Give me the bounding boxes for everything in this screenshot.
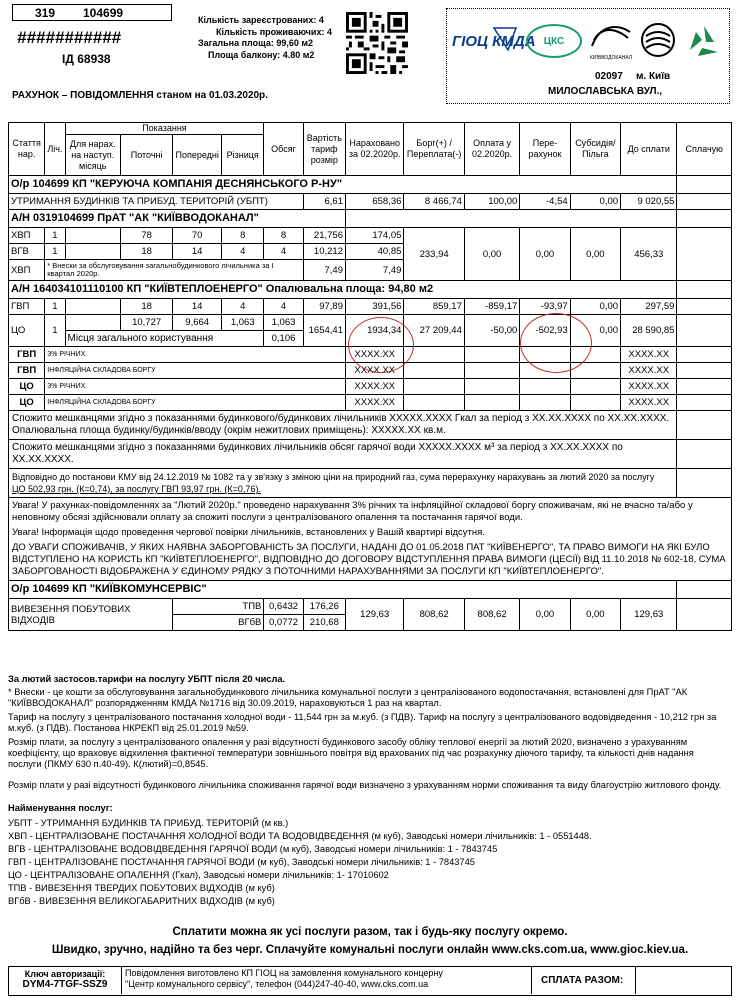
footnotes xyxy=(8,674,726,908)
vodokanal-text: КИЇВВОДОКАНАЛ xyxy=(589,55,633,61)
service-item: ВГВ - ЦЕНТРАЛІЗОВАНЕ ВОДОВІДВЕДЕННЯ ГАРЯЧОЇ ВОДИ (м куб), Заводські номери лічильників: 1 - 7843745 xyxy=(8,844,498,854)
tariff: 97,89 xyxy=(303,299,345,315)
row-note-heat xyxy=(9,411,732,440)
col-to-pay: До сплати xyxy=(621,123,677,176)
diff: 4 xyxy=(222,244,264,260)
service-name: УТРИМАННЯ БУДИНКІВ ТА ПРИБУД. ТЕРИТОРІЙ (УБПТ) xyxy=(9,194,304,210)
pay-input[interactable] xyxy=(677,379,732,395)
section-teplo xyxy=(9,281,732,299)
previous: 70 xyxy=(173,228,222,244)
pay-input[interactable] xyxy=(677,395,732,411)
gioc-text: ГІОЦ КМДА xyxy=(452,33,536,50)
for-calc xyxy=(65,299,120,315)
row-extra xyxy=(9,379,732,395)
recalc: 0,00 xyxy=(520,228,570,281)
current: 18 xyxy=(120,299,172,315)
accrued: XXXX.XX xyxy=(345,363,403,379)
pay-input[interactable] xyxy=(677,176,732,194)
counter: 1 xyxy=(45,228,65,244)
section-title: А/Н 164034101110100 КП "КИЇВТЕПЛОЕНЕРГО" Опалювальна площа: 94,80 м2 xyxy=(9,281,677,299)
extra-label: 3% РІЧНИХ xyxy=(45,379,346,395)
service-name: ВИВЕЗЕННЯ ПОБУТОВИХ ВІДХОДІВ xyxy=(9,599,173,631)
counter: 1 xyxy=(45,299,65,315)
col-volume: Обсяг xyxy=(264,123,303,176)
total-label: СПЛАТА РАЗОМ: xyxy=(541,975,624,986)
previous: 14 xyxy=(173,299,222,315)
warning-debt: ДО УВАГИ СПОЖИВАЧІВ, У ЯКИХ НАЯВНА ЗАБОРГОВАНІСТЬ ЗА ПОСЛУГИ, НАДАНІ ДО 01.05.2018 ПАТ "КИЇВЕНЕРГО", ТА ПРАВО ВИМОГИ НА ЯКІ БУЛО ВІДСТУПЛЕНО НА КОРИСТЬ КП "КИЇВТЕПЛОЕНЕРГО", ВІДПОВІДНО ДО ДОГОВОРУ ВІДСТУПЛЕННЯ ПРАВА ВИМОГИ (ЦЕСІЇ) ВІД 11.10.2018 № 602-18, СУМА ЗАБОРГОВАНОСТІ ВІДОБРАЖЕНА У ЄДИНОМУ РЯДКУ З ПОТОЧНИМИ НАРАХУВАННЯМИ ЗА ПОСЛУГИ КП "КИЇВТЕПЛОЕНЕРГО". xyxy=(12,542,726,577)
service-code: ХВП xyxy=(9,228,45,244)
volume: 4 xyxy=(264,244,303,260)
previous: 14 xyxy=(173,244,222,260)
cell xyxy=(520,379,570,395)
qr-code xyxy=(346,12,408,74)
extra-label: 3% РІЧНИХ xyxy=(45,347,346,363)
to-pay: 456,33 xyxy=(621,228,677,281)
stat-residents: Кількість проживаючих: 4 xyxy=(216,26,332,37)
counter: 1 xyxy=(45,315,65,347)
account-number: 104699 xyxy=(83,6,124,20)
subsidy: 0,00 xyxy=(570,299,620,315)
pay-input[interactable] xyxy=(677,347,732,363)
paid: 808,62 xyxy=(464,599,519,631)
section-title: А/Н 0319104699 ПрАТ "АК "КИЇВВОДОКАНАЛ" xyxy=(9,210,346,228)
barcode-text: ########### xyxy=(17,28,122,47)
recalc: 0,00 xyxy=(520,599,570,631)
street: МИЛОСЛАВСЬКА ВУЛ., xyxy=(548,86,663,97)
previous: 9,664 xyxy=(173,315,222,331)
counter: 1 xyxy=(45,244,65,260)
cell xyxy=(464,395,519,411)
cell xyxy=(464,363,519,379)
subsidy: 0,00 xyxy=(570,194,620,210)
current: 10,727 xyxy=(120,315,172,331)
service-item: ЦО - ЦЕНТРАЛІЗОВАНЕ ОПАЛЕННЯ (Гкал), Заводські номери лічильників: 1- 17010602 xyxy=(8,870,389,880)
debt: 8 466,74 xyxy=(404,194,464,210)
volume: 4 xyxy=(264,299,303,315)
fee-note: * Внески за обслуговування загальнобудинкового лічильника за І квартал 2020р. xyxy=(45,260,303,281)
city: м. Київ xyxy=(636,71,671,82)
to-pay: XXXX.XX xyxy=(621,395,677,411)
row-note-recalc xyxy=(9,469,732,498)
col-readings: Показання xyxy=(65,123,264,135)
bill-table xyxy=(8,122,732,631)
service-code: ЦО xyxy=(9,379,45,395)
cks-logo-text: ЦКС xyxy=(543,35,565,47)
postal-code: 02097 xyxy=(595,71,623,82)
highlight-recalc xyxy=(520,313,592,373)
note-recalc xyxy=(9,469,677,498)
subsidy: 0,00 xyxy=(570,315,620,347)
diff: 1,063 xyxy=(222,315,264,331)
volume: 8 xyxy=(264,228,303,244)
col-paid-now: Сплачую xyxy=(677,123,732,176)
highlight-accrued xyxy=(348,317,414,373)
accrued: 174,05 xyxy=(345,228,403,244)
service-item: ТПВ - ВИВЕЗЕННЯ ТВЕРДИХ ПОБУТОВИХ ВІДХОДІВ (м куб) xyxy=(8,883,275,893)
tariff: 6,61 xyxy=(303,194,345,210)
section-title: О/р 104699 КП "КИЇВКОМУНСЕРВІС" xyxy=(9,581,677,599)
to-pay: XXXX.XX xyxy=(621,347,677,363)
stat-balcony: Площа балкону: 4.80 м2 xyxy=(208,49,315,60)
debt: 233,94 xyxy=(404,228,464,281)
id-label: ІД 68938 xyxy=(62,52,111,66)
subsidy: 0,00 xyxy=(570,599,620,631)
account-box xyxy=(12,4,172,21)
vgbv-accrued: 210,68 xyxy=(303,615,345,631)
col-tariff: Вартість тариф розмір xyxy=(303,123,345,176)
spacer xyxy=(345,210,676,228)
cell xyxy=(570,379,620,395)
paid: 100,00 xyxy=(464,194,519,210)
diff: 4 xyxy=(222,299,264,315)
note-heat: Спожито мешканцями згідно з показаннями будинкового/будинкових лічильників XXXXX.XXXX Гкал за період з XX.XX.XXXX по XX.XX.XXXX. Опалювальна площа будинку/будинків/вводу (окрім нежитлових приміщень): XXXXX.XX кв.м. xyxy=(9,411,677,440)
accrued: 658,36 xyxy=(345,194,403,210)
paid: -50,00 xyxy=(464,315,519,347)
extra-label: ІНФЛЯЦІЙНА СКЛАДОВА БОРГУ xyxy=(45,363,346,379)
stat-area: Загальна площа: 99,60 м2 xyxy=(198,38,314,48)
auth-key-block xyxy=(9,967,122,994)
slogan-2: Швидко, зручно, надійно та без черг. Сплачуйте комунальні послуги онлайн www.cks.com.ua, www.gioc.kiev.ua. xyxy=(51,944,689,956)
pay-input[interactable] xyxy=(677,581,732,599)
row-tpv xyxy=(9,599,732,615)
services-list xyxy=(8,817,726,908)
tariff: 21,756 xyxy=(303,228,345,244)
service-code: ВГВ xyxy=(9,244,45,260)
service-item: ХВП - ЦЕНТРАЛІЗОВАНЕ ПОСТАЧАННЯ ХОЛОДНОЇ ВОДИ ТА ВОДОВІДВЕДЕННЯ (м куб), Заводські номери лічильників: 1 - 0551448. xyxy=(8,831,592,841)
recalc: -502,93 xyxy=(520,315,570,347)
auth-key-label: Ключ авторизації: xyxy=(24,969,106,979)
col-recalc: Пере-рахунок xyxy=(520,123,570,176)
service-code: ХВП xyxy=(9,260,45,281)
section-keruyucha xyxy=(9,176,732,194)
for-calc xyxy=(65,228,120,244)
warnings xyxy=(9,498,732,581)
tariff-date-note: За лютий застосов.тарифи на послугу УБПТ після 20 числа. xyxy=(8,674,286,684)
footnote-heating: Розмір плати, за послугу з централізованого опалення у разі відсутності будинкового засобу обліку теплової енергії за лютий 2020, визначено з урахуванням коефіцієнту, що враховує відхилення фактичної температури зовнішнього повітря від врахованих під час розрахунку діючого тарифу, та кількості днів надання послуги (ПКМУ 630 п.40-49). К(лютий)=0,8545. xyxy=(8,737,694,769)
col-current: Поточні xyxy=(120,135,172,176)
cell xyxy=(404,395,464,411)
to-pay: XXXX.XX xyxy=(621,363,677,379)
cell xyxy=(404,379,464,395)
volume: 1,063 xyxy=(264,315,303,331)
bill-title: РАХУНОК – ПОВІДОМЛЕННЯ станом на 01.03.2020р. xyxy=(12,90,268,101)
accrued: 1934,34 xyxy=(345,315,403,347)
accrued: XXXX.XX xyxy=(345,347,403,363)
paid: -859,17 xyxy=(464,299,519,315)
debt: 859,17 xyxy=(404,299,464,315)
tpv-accrued: 176,26 xyxy=(303,599,345,615)
pay-input[interactable] xyxy=(677,440,732,469)
tpv-code: ТПВ xyxy=(173,599,264,615)
total-input[interactable] xyxy=(635,967,731,994)
pay-input[interactable] xyxy=(677,599,732,631)
col-debt: Борг(+) / Переплата(-) xyxy=(404,123,464,176)
footer-bar xyxy=(8,966,732,996)
pay-input[interactable] xyxy=(677,411,732,440)
note-recalc-line1: Відповідно до постанови КМУ від 24.12.2019 № 1082 та у зв'язку з зміною ціни на природний газ, сума перерахунку нарахувань за лютий 2020 за послугу xyxy=(12,472,655,482)
pay-input[interactable] xyxy=(677,315,732,347)
row-extra xyxy=(9,395,732,411)
cell xyxy=(464,379,519,395)
for-calc xyxy=(65,315,120,331)
row-note-hotwater xyxy=(9,440,732,469)
service-code: ЦО xyxy=(9,395,45,411)
cell xyxy=(464,347,519,363)
warning-verification: Увага! Інформація щодо проведення чергової повірки лічильників, встановлених у Вашій квартирі відсутня. xyxy=(12,527,485,538)
to-pay: 129,63 xyxy=(621,599,677,631)
row-ubpt xyxy=(9,194,732,210)
tpv-volume: 0,6432 xyxy=(264,599,303,615)
cell xyxy=(570,395,620,411)
pay-input[interactable] xyxy=(677,469,732,498)
service-code: ГВП xyxy=(9,363,45,379)
col-paid: Оплата у 02.2020р. xyxy=(464,123,519,176)
debt: 808,62 xyxy=(404,599,464,631)
accrued: 7,49 xyxy=(345,260,403,281)
footer-info: Повідомлення виготовлено КП ГІОЦ на замовлення комунального концерну "Центр комунального сервісу", телефон (044)247-40-40, www.cks.com.ua xyxy=(125,968,443,989)
note-recalc-line2: ЦО 502,93 грн. (К=0,74), за послугу ГВП 93,97 грн. (К=0,76). xyxy=(12,484,261,494)
cell xyxy=(520,395,570,411)
account-code: 319 xyxy=(35,6,56,20)
tariff: 10,212 xyxy=(303,244,345,260)
col-article: Стаття нар. xyxy=(9,123,45,176)
row-hvp xyxy=(9,228,732,244)
footnote-water-tariff: Тариф на послугу з централізованого постачання холодної води - 11,544 грн за м.куб. (з ПДВ). Тариф на послугу з централізованого водовідведення - 10,212 грн за м.куб. (з ПДВ). Постанова НКРЕКП від 25.01.2019 №59. xyxy=(8,712,717,733)
paid: 0,00 xyxy=(464,228,519,281)
accrued: XXXX.XX xyxy=(345,395,403,411)
accrued: 129,63 xyxy=(345,599,403,631)
household-stats xyxy=(198,15,332,61)
warning-3percent: Увага! У рахунках-повідомленнях за "Лютий 2020р." проведено нарахування 3% річних та інфляційної складової боргу споживачам, які не вчасно та/або у неповному обсязі здійснювали оплату за спожиті послуги з централізованого опалення та постачання гарячої води. xyxy=(12,500,693,523)
service-item: ГВП - ЦЕНТРАЛІЗОВАНЕ ПОСТАЧАННЯ ГАРЯЧОЇ ВОДИ (м куб), Заводські номери лічильників: 1 - 7843745 xyxy=(8,857,475,867)
service-code: ГВП xyxy=(9,299,45,315)
row-warnings xyxy=(9,498,732,581)
accrued: 391,56 xyxy=(345,299,403,315)
subsidy: 0,00 xyxy=(570,228,620,281)
diff: 8 xyxy=(222,228,264,244)
cell xyxy=(404,363,464,379)
tariff: 1654,41 xyxy=(303,315,345,347)
pay-input[interactable] xyxy=(677,194,732,210)
accrued: 40,85 xyxy=(345,244,403,260)
to-pay: 297,59 xyxy=(621,299,677,315)
footnote-meter-fee: * Внески - це кошти за обслуговування загальнобудинкового лічильника комунальної послуги з централізованого водопостачання, встановлені для ПрАТ "АК "КИЇВВОДОКАНАЛ" розпорядженням КМДА №1716 від 30.09.2019, нараховуються 1 раз на квартал. xyxy=(8,687,688,708)
to-pay: 28 590,85 xyxy=(621,315,677,347)
pay-input[interactable] xyxy=(677,228,732,281)
current: 78 xyxy=(120,228,172,244)
service-item: УБПТ - УТРИМАННЯ БУДИНКІВ ТА ПРИБУД. ТЕРИТОРІЙ (м кв.) xyxy=(8,818,289,828)
recalc: -4,54 xyxy=(520,194,570,210)
to-pay: XXXX.XX xyxy=(621,379,677,395)
footnote-hot-water: Розмір плати у разі відсутності будинкового лічильника споживання гарячої води визначено з урахуванням норми споживання та виду благоустрію житлового фонду. xyxy=(8,780,722,790)
tariff: 7,49 xyxy=(303,260,345,281)
pay-input[interactable] xyxy=(677,363,732,379)
col-subsidy: Субсидія/ Пільга xyxy=(570,123,620,176)
to-pay: 9 020,55 xyxy=(621,194,677,210)
debt: 27 209,44 xyxy=(404,315,464,347)
current: 18 xyxy=(120,244,172,260)
vgbv-volume: 0,0772 xyxy=(264,615,303,631)
accrued: XXXX.XX xyxy=(345,379,403,395)
col-diff: Різниця xyxy=(222,135,264,176)
common-area-label: Місця загального користування xyxy=(65,331,264,347)
pay-input[interactable] xyxy=(677,281,732,299)
service-code: ГВП xyxy=(9,347,45,363)
service-item: ВГбВ - ВИВЕЗЕННЯ ВЕЛИКОГАБАРИТНИХ ВІДХОДІВ (м куб) xyxy=(8,896,275,906)
common-volume: 0,106 xyxy=(264,331,303,347)
col-accrued: Нараховано за 02.2020р. xyxy=(345,123,403,176)
footer-divider xyxy=(531,967,532,994)
slogan-1: Сплатити можна як усі послуги разом, так і будь-яку послугу окремо. xyxy=(172,926,568,938)
for-calc xyxy=(65,244,120,260)
recalc: -93,97 xyxy=(520,299,570,315)
note-hotwater: Спожито мешканцями згідно з показаннями будинкових лічильників обсяг гарячої води XXXXX.XXXX м³ за період з XX.XX.XXXX по XX.XX.XXXX. xyxy=(9,440,677,469)
header-row-1 xyxy=(9,123,732,135)
stat-registered: Кількість зареєстрованих: 4 xyxy=(198,15,324,25)
col-previous: Попередні xyxy=(173,135,222,176)
pay-input[interactable] xyxy=(677,210,732,228)
section-title: О/р 104699 КП "КЕРУЮЧА КОМПАНІЯ ДЕСНЯНСЬКОГО Р-НУ" xyxy=(9,176,677,194)
section-komunservis xyxy=(9,581,732,599)
row-gvp xyxy=(9,299,732,315)
extra-label: ІНФЛЯЦІЙНА СКЛАДОВА БОРГУ xyxy=(45,395,346,411)
auth-key-value: DYM4-7TGF-SSZ9 xyxy=(22,979,108,990)
section-vodokanal xyxy=(9,210,732,228)
pay-input[interactable] xyxy=(677,299,732,315)
services-title: Найменування послуг: xyxy=(8,803,113,813)
service-code: ЦО xyxy=(9,315,45,347)
col-for-calc: Для нарах. на наступ. місяць xyxy=(65,135,120,176)
col-counter: Ліч. xyxy=(45,123,65,176)
vgbv-code: ВГбВ xyxy=(173,615,264,631)
